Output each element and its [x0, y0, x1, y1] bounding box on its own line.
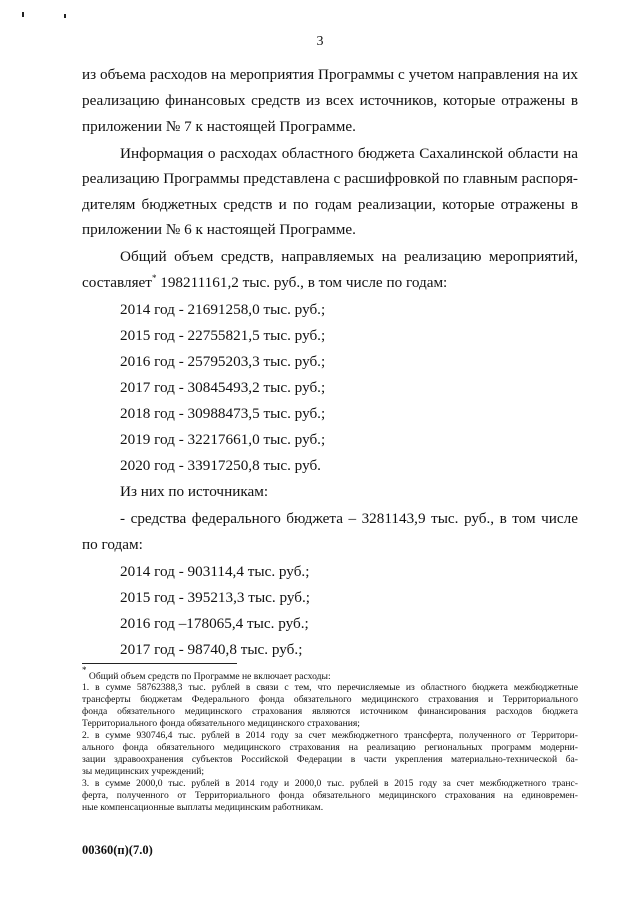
footnote-divider: [82, 663, 237, 664]
federal-budget-line: по годам:: [82, 536, 143, 553]
paragraph-3-line: [82, 274, 578, 292]
paragraph-2-line: приложении № 6 к настоящей Программе.: [82, 221, 356, 238]
footnote-line: трансферты бюджетам Федерального фонда обязательного медицинского страхования и Территориального: [82, 694, 578, 705]
footnote-line: 1. в сумме 58762388,3 тыс. рублей в связи с тем, что перечисляемые из областного бюджета межбюджетные: [82, 682, 578, 693]
year-total-item: 2014 год - 21691258,0 тыс. руб.;: [120, 301, 326, 318]
total-amount-text: 198211161,2 тыс. руб., в том числе по годам:: [156, 274, 448, 291]
paragraph-1-line: реализацию финансовых средств из всех источников, которые отражены в: [82, 92, 578, 109]
federal-year-item: 2017 год - 98740,8 тыс. руб.;: [120, 641, 303, 658]
paragraph-2-line: реализацию Программы представлена с расшифровкой по главным распоря-: [82, 170, 578, 187]
footnote-line: зы медицинских учреждений;: [82, 766, 205, 777]
federal-budget-line: - средства федерального бюджета – 3281143,9 тыс. руб., в том числе: [120, 510, 578, 527]
document-code: 00360(п)(7.0): [82, 843, 153, 857]
paragraph-2-line: Информация о расходах областного бюджета Сахалинской области на: [120, 145, 578, 162]
federal-year-item: 2016 год –178065,4 тыс. руб.;: [120, 615, 309, 632]
footnote-line: 3. в сумме 2000,0 тыс. рублей в 2014 году и 2000,0 тыс. рублей в 2015 году за счет межбюджетного транс-: [82, 778, 578, 789]
footnote-reference-mark: *: [151, 273, 157, 283]
sources-heading: Из них по источникам:: [120, 483, 269, 500]
paragraph-3-line: Общий объем средств, направляемых на реализацию мероприятий,: [120, 248, 578, 265]
footnote-line: Территориального фонда обязательного медицинского страхования;: [82, 718, 360, 729]
footnote-mark: *: [82, 665, 87, 675]
footnote-intro: Общий объем средств по Программе не включает расходы:: [86, 671, 331, 682]
federal-year-item: 2014 год - 903114,4 тыс. руб.;: [120, 563, 310, 580]
footnote-line: ферта, полученного от Территориального фонда обязательного медицинского страхования на единовремен-: [82, 790, 578, 801]
page-number: 3: [316, 34, 324, 49]
paragraph-1-line: приложении № 7 к настоящей Программе.: [82, 118, 356, 135]
scan-speck: [64, 14, 66, 18]
footnote-line: [82, 665, 578, 682]
year-total-item: 2020 год - 33917250,8 тыс. руб.: [120, 457, 321, 474]
total-label: составляет: [82, 274, 152, 291]
year-total-item: 2019 год - 32217661,0 тыс. руб.;: [120, 431, 326, 448]
scan-speck: [22, 12, 24, 17]
footnote-line: фонда обязательного медицинского страхования являются источником финансирования расходов бюджета: [82, 706, 578, 717]
year-total-item: 2018 год - 30988473,5 тыс. руб.;: [120, 405, 326, 422]
paragraph-2-line: дителям бюджетных средств и по годам реализации, которые отражены в: [82, 196, 578, 213]
federal-year-item: 2015 год - 395213,3 тыс. руб.;: [120, 589, 311, 606]
footnote-line: ального фонда обязательного медицинского страхования на реализацию региональных программ модерни-: [82, 742, 578, 753]
year-total-item: 2017 год - 30845493,2 тыс. руб.;: [120, 379, 326, 396]
paragraph-1-line: из объема расходов на мероприятия Программы с учетом направления на их: [82, 66, 578, 83]
year-total-item: 2015 год - 22755821,5 тыс. руб.;: [120, 327, 326, 344]
year-total-item: 2016 год - 25795203,3 тыс. руб.;: [120, 353, 326, 370]
footnote-line: 2. в сумме 930746,4 тыс. рублей в 2014 году за счет межбюджетного трансферта, полученного от Территори-: [82, 730, 578, 741]
footnote-line: ные компенсационные выплаты медицинским работникам.: [82, 802, 324, 813]
footnote-line: зации здравоохранения субъектов Российской Федерации в части укрепления материально-технической ба-: [82, 754, 578, 765]
